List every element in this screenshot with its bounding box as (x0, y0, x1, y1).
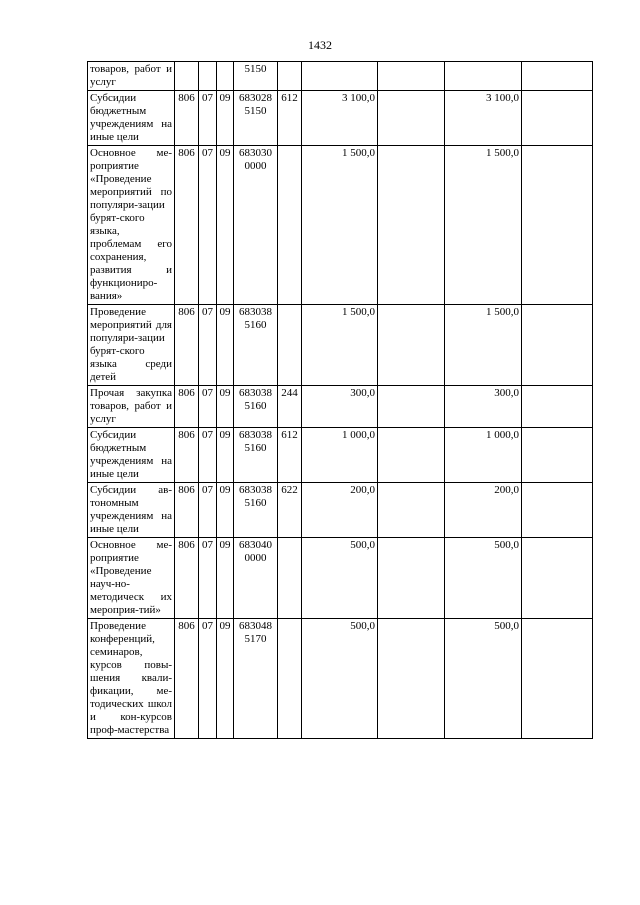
pr-cell: 09 (217, 305, 234, 386)
table-row (88, 619, 593, 739)
ved-cell: 806 (175, 428, 199, 483)
table-row (88, 386, 593, 428)
rz-cell: 07 (199, 538, 217, 619)
csr-cell: 5150 (234, 62, 278, 91)
ved-cell: 806 (175, 146, 199, 305)
vr-cell: 612 (278, 428, 302, 483)
rz-cell: 07 (199, 483, 217, 538)
pr-cell: 09 (217, 146, 234, 305)
rz-cell: 07 (199, 619, 217, 739)
rz-cell: 07 (199, 386, 217, 428)
sum1-cell: 1 500,0 (302, 146, 378, 305)
csr-cell: 683038 5160 (234, 483, 278, 538)
rz-cell (199, 62, 217, 91)
sum1-cell: 1 000,0 (302, 428, 378, 483)
table-row (88, 91, 593, 146)
vr-cell (278, 62, 302, 91)
pr-cell: 09 (217, 91, 234, 146)
table-row (88, 483, 593, 538)
table-row (88, 538, 593, 619)
pr-cell: 09 (217, 483, 234, 538)
csr-cell: 683028 5150 (234, 91, 278, 146)
rz-cell: 07 (199, 428, 217, 483)
table-row (88, 428, 593, 483)
sum4-cell (522, 428, 593, 483)
name-cell: Субсидии бюджетным учреждениям на иные цели (88, 91, 175, 146)
sum3-cell: 1 500,0 (445, 146, 522, 305)
name-cell: Субсидии бюджетным учреждениям на иные цели (88, 428, 175, 483)
sum2-cell (378, 386, 445, 428)
ved-cell: 806 (175, 538, 199, 619)
sum4-cell (522, 146, 593, 305)
sum2-cell (378, 91, 445, 146)
budget-table (87, 61, 593, 739)
name-cell: Проведение конференций, семинаров, курсов повы-шения квали-фикации, ме-тодических школ и кон-курсов проф-мастерства (88, 619, 175, 739)
name-cell: Субсидии ав-тономным учреждениям на иные цели (88, 483, 175, 538)
table-row (88, 146, 593, 305)
ved-cell: 806 (175, 305, 199, 386)
sum1-cell: 200,0 (302, 483, 378, 538)
sum4-cell (522, 483, 593, 538)
sum3-cell: 1 500,0 (445, 305, 522, 386)
sum4-cell (522, 386, 593, 428)
sum1-cell: 500,0 (302, 619, 378, 739)
rz-cell: 07 (199, 305, 217, 386)
sum3-cell (445, 62, 522, 91)
pr-cell: 09 (217, 386, 234, 428)
sum3-cell: 500,0 (445, 619, 522, 739)
vr-cell (278, 619, 302, 739)
table-row (88, 305, 593, 386)
ved-cell (175, 62, 199, 91)
csr-cell: 683030 0000 (234, 146, 278, 305)
sum3-cell: 3 100,0 (445, 91, 522, 146)
vr-cell: 622 (278, 483, 302, 538)
vr-cell (278, 146, 302, 305)
sum3-cell: 200,0 (445, 483, 522, 538)
sum4-cell (522, 538, 593, 619)
csr-cell: 683040 0000 (234, 538, 278, 619)
page-number: 1432 (308, 38, 332, 52)
sum3-cell: 300,0 (445, 386, 522, 428)
table-row (88, 62, 593, 91)
pr-cell: 09 (217, 428, 234, 483)
sum4-cell (522, 305, 593, 386)
name-cell: товаров, работ и услуг (88, 62, 175, 91)
sum3-cell: 500,0 (445, 538, 522, 619)
sum2-cell (378, 619, 445, 739)
csr-cell: 683038 5160 (234, 386, 278, 428)
vr-cell (278, 538, 302, 619)
sum2-cell (378, 305, 445, 386)
csr-cell: 683038 5160 (234, 305, 278, 386)
sum3-cell: 1 000,0 (445, 428, 522, 483)
sum1-cell: 3 100,0 (302, 91, 378, 146)
rz-cell: 07 (199, 91, 217, 146)
csr-cell: 683048 5170 (234, 619, 278, 739)
rz-cell: 07 (199, 146, 217, 305)
ved-cell: 806 (175, 619, 199, 739)
vr-cell: 244 (278, 386, 302, 428)
name-cell: Основное ме-роприятие «Проведение мероприятий по популяри-зации бурят-ского языка, проблемам его сохранения, развития и функциониро-вания» (88, 146, 175, 305)
name-cell: Основное ме-роприятие «Проведение науч-но-методическ их мероприя-тий» (88, 538, 175, 619)
sum1-cell: 500,0 (302, 538, 378, 619)
pr-cell: 09 (217, 538, 234, 619)
name-cell: Проведение мероприятий для популяри-зации бурят-ского языка среди детей (88, 305, 175, 386)
vr-cell: 612 (278, 91, 302, 146)
sum1-cell (302, 62, 378, 91)
table-body (88, 62, 593, 739)
sum2-cell (378, 62, 445, 91)
name-cell: Прочая закупка товаров, работ и услуг (88, 386, 175, 428)
sum2-cell (378, 146, 445, 305)
sum1-cell: 300,0 (302, 386, 378, 428)
sum2-cell (378, 483, 445, 538)
sum4-cell (522, 62, 593, 91)
csr-cell: 683038 5160 (234, 428, 278, 483)
ved-cell: 806 (175, 91, 199, 146)
pr-cell: 09 (217, 619, 234, 739)
pr-cell (217, 62, 234, 91)
sum4-cell (522, 91, 593, 146)
vr-cell (278, 305, 302, 386)
ved-cell: 806 (175, 483, 199, 538)
sum2-cell (378, 538, 445, 619)
sum2-cell (378, 428, 445, 483)
sum4-cell (522, 619, 593, 739)
ved-cell: 806 (175, 386, 199, 428)
sum1-cell: 1 500,0 (302, 305, 378, 386)
